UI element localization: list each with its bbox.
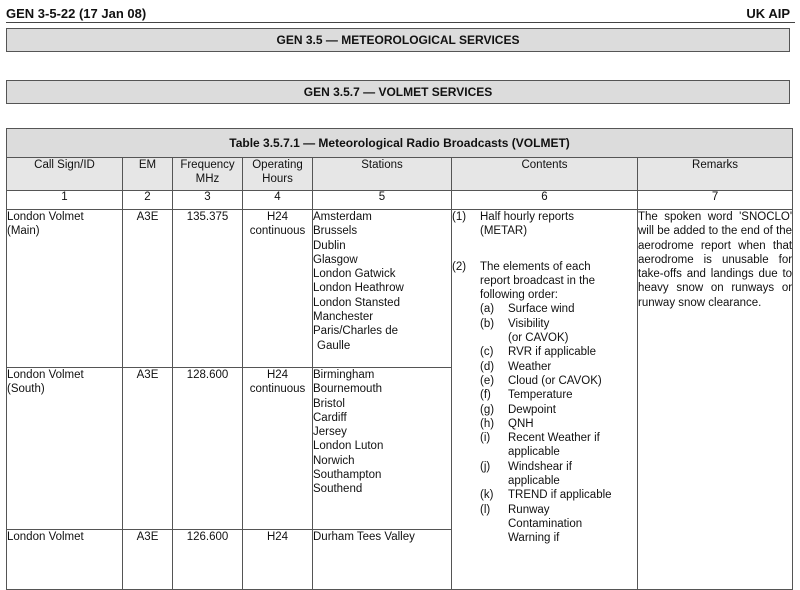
- subitem-line: Weather: [508, 360, 552, 373]
- sub-letter: (b): [480, 317, 495, 330]
- col-number: 3: [173, 191, 243, 210]
- col-header-remarks: Remarks: [638, 158, 793, 191]
- station: Glasgow: [313, 253, 358, 266]
- col-number: 5: [313, 191, 452, 210]
- station: London Gatwick: [313, 268, 396, 281]
- contents-item-2: [452, 260, 637, 303]
- cell-stations: [313, 530, 452, 590]
- subitem-line: (or CAVOK): [508, 332, 569, 345]
- subitem-line: Runway: [508, 503, 550, 516]
- station: Gaulle: [317, 339, 351, 352]
- contents-subitem: [480, 488, 637, 502]
- hours-line: H24: [266, 531, 289, 543]
- header-rule: [6, 22, 795, 23]
- sub-letter: (g): [480, 403, 495, 416]
- cell-hours: [243, 210, 313, 368]
- col-number: 2: [123, 191, 173, 210]
- hours-line: H24: [266, 211, 289, 223]
- col-number: 6: [452, 191, 638, 210]
- sub-letter: (h): [480, 417, 495, 430]
- contents-subitem: [480, 403, 637, 417]
- subitem-line: Temperature: [508, 389, 573, 402]
- cell-callsign: [7, 368, 123, 530]
- contents-item-1: [452, 210, 637, 239]
- contents-subitem: [480, 503, 637, 546]
- station: Bristol: [313, 397, 345, 410]
- station: Durham Tees Valley: [313, 531, 415, 543]
- contents-line: (METAR): [480, 225, 528, 238]
- subitem-line: applicable: [508, 446, 560, 459]
- sub-letter: (i): [480, 432, 491, 445]
- cell-frequency: 128.600: [173, 368, 243, 530]
- col-header-hours-line1: Operating: [252, 159, 303, 171]
- contents-subitem: [480, 360, 637, 374]
- sub-letter: (d): [480, 360, 495, 373]
- sub-letter: (f): [480, 389, 491, 402]
- subitem-line: Windshear if: [508, 460, 572, 473]
- sub-letter: (a): [480, 303, 495, 316]
- col-header-em: EM: [123, 158, 173, 191]
- subitem-line: Cloud (or CAVOK): [508, 374, 602, 387]
- subitem-line: Contamination: [508, 517, 583, 530]
- callsign-line: London Volmet: [7, 369, 84, 381]
- cell-frequency: 126.600: [173, 530, 243, 590]
- page-number-date: GEN 3-5-22 (17 Jan 08): [6, 6, 147, 21]
- page-header: [0, 0, 800, 24]
- cell-stations: [313, 368, 452, 530]
- sub-letter: (j): [480, 460, 491, 473]
- publication-name: UK AIP: [746, 6, 790, 21]
- station: Dublin: [313, 239, 346, 252]
- station: Amsterdam: [313, 211, 372, 223]
- hours-line: continuous: [249, 383, 306, 395]
- col-header-contents: Contents: [452, 158, 638, 191]
- contents-subitem: [480, 460, 637, 489]
- cell-remarks: The spoken word 'SNOCLO' will be added to the end of the aerodrome report when that aerodrome is unusable for take-offs and landings due to heavy snow on runways or runway snow clearance.: [638, 210, 793, 590]
- section-title-meteorological-services: GEN 3.5 — METEOROLOGICAL SERVICES: [6, 28, 790, 52]
- contents-line: report broadcast in the: [480, 274, 596, 287]
- list-number: (1): [452, 211, 467, 223]
- column-header-row: [7, 158, 793, 191]
- contents-subitem: [480, 431, 637, 460]
- station: London Heathrow: [313, 282, 404, 295]
- subitem-line: Surface wind: [508, 303, 575, 316]
- contents-subitem: [480, 345, 637, 359]
- cell-callsign: [7, 210, 123, 368]
- subitem-line: Warning if: [508, 532, 560, 545]
- cell-em: A3E: [123, 368, 173, 530]
- section-title-volmet-services: GEN 3.5.7 — VOLMET SERVICES: [6, 80, 790, 104]
- callsign-line: London Volmet: [7, 211, 84, 223]
- station: London Luton: [313, 440, 384, 453]
- contents-subitem: [480, 388, 637, 402]
- callsign-line: (Main): [7, 225, 40, 237]
- station: Southampton: [313, 469, 382, 482]
- subitem-line: QNH: [508, 417, 534, 430]
- station: Birmingham: [313, 369, 375, 381]
- cell-em: A3E: [123, 530, 173, 590]
- list-number: (2): [452, 260, 467, 273]
- cell-hours: [243, 368, 313, 530]
- callsign-line: London Volmet: [7, 531, 84, 543]
- station: Southend: [313, 483, 363, 496]
- col-number: 7: [638, 191, 793, 210]
- col-number: 1: [7, 191, 123, 210]
- sub-letter: (c): [480, 346, 494, 359]
- hours-line: continuous: [249, 225, 306, 237]
- contents-subitem: [480, 317, 637, 346]
- contents-line: Half hourly reports: [480, 211, 574, 223]
- sub-letter: (l): [480, 503, 491, 516]
- station: Manchester: [313, 311, 374, 324]
- col-header-hours-line2: Hours: [262, 173, 293, 185]
- callsign-line: (South): [7, 383, 45, 395]
- contents-subitem: [480, 417, 637, 431]
- table-row: [7, 210, 793, 368]
- subitem-line: TREND if applicable: [508, 489, 612, 502]
- col-header-callsign: Call Sign/ID: [7, 158, 123, 191]
- station: Bournemouth: [313, 383, 383, 396]
- cell-em: A3E: [123, 210, 173, 368]
- column-number-row: [7, 191, 793, 210]
- contents-line: following order:: [480, 289, 558, 302]
- station: London Stansted: [313, 296, 400, 309]
- subitem-line: applicable: [508, 475, 560, 488]
- contents-subitem: [480, 374, 637, 388]
- station: Cardiff: [313, 411, 347, 424]
- subitem-line: Dewpoint: [508, 403, 556, 416]
- col-number: 4: [243, 191, 313, 210]
- station: Jersey: [313, 426, 347, 439]
- col-header-hours: [243, 158, 313, 191]
- station: Norwich: [313, 454, 355, 467]
- cell-contents: [452, 210, 638, 590]
- cell-frequency: 135.375: [173, 210, 243, 368]
- subitem-line: RVR if applicable: [508, 346, 597, 359]
- cell-callsign: [7, 530, 123, 590]
- station: Brussels: [313, 225, 358, 238]
- cell-stations: [313, 210, 452, 368]
- sub-letter: (k): [480, 489, 494, 502]
- subitem-line: Visibility: [508, 317, 550, 330]
- col-header-frequency-line1: Frequency: [180, 159, 235, 171]
- contents-subitem: [480, 302, 637, 316]
- contents-line: The elements of each: [480, 260, 591, 273]
- col-header-frequency: [173, 158, 243, 191]
- subitem-line: Recent Weather if: [508, 432, 600, 445]
- hours-line: H24: [266, 369, 289, 381]
- station: Paris/Charles de: [313, 325, 399, 338]
- table-title: Table 3.5.7.1 — Meteorological Radio Broadcasts (VOLMET): [7, 129, 793, 158]
- volmet-table: [6, 128, 793, 590]
- col-header-frequency-line2: MHz: [195, 173, 220, 185]
- col-header-stations: Stations: [313, 158, 452, 191]
- cell-hours: [243, 530, 313, 590]
- sub-letter: (e): [480, 374, 495, 387]
